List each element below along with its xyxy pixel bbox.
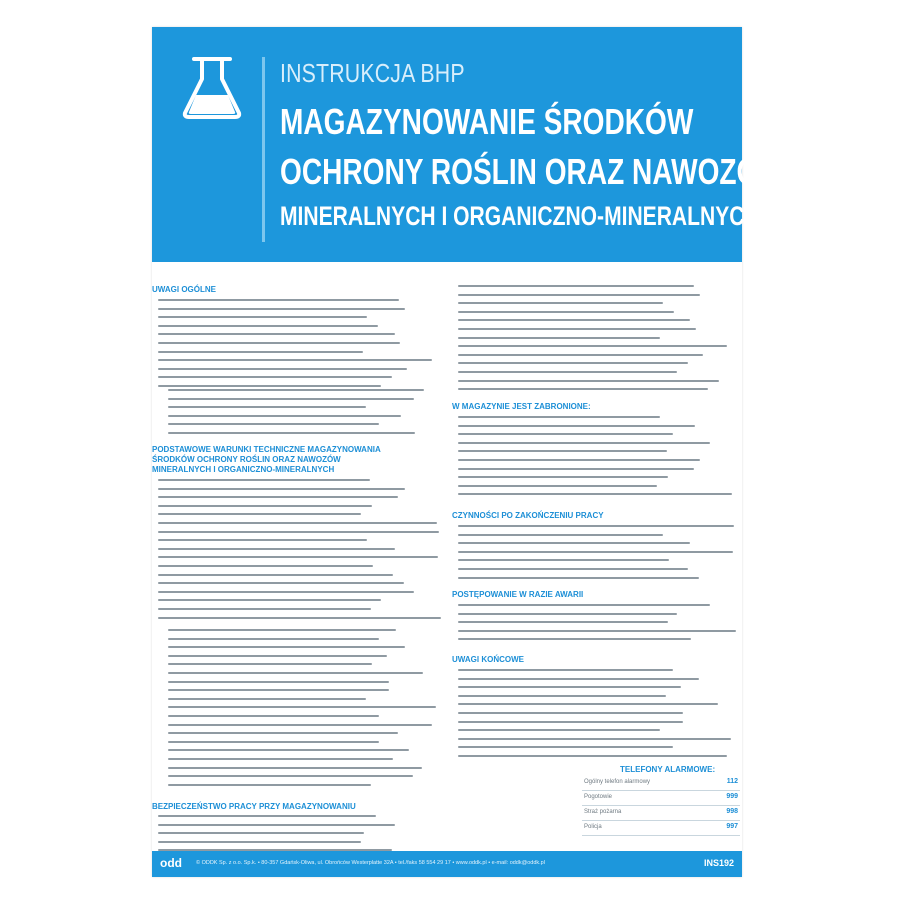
body-text-line [458, 755, 727, 757]
body-text-line [458, 319, 690, 321]
title-line-3: MINERALNYCH I ORGANICZNO-MINERALNYCH [280, 201, 760, 231]
body-text-line [168, 749, 409, 751]
section-general: UWAGI OGÓLNE [152, 285, 216, 294]
body-text-line [458, 669, 673, 671]
phone-name: Pogotowie [584, 794, 613, 800]
body-text-line [458, 294, 700, 296]
body-text-line [458, 302, 663, 304]
body-text-line [158, 841, 361, 843]
body-text-line [158, 513, 361, 515]
phone-number: 999 [726, 793, 738, 800]
body-text-line [458, 525, 734, 527]
body-text-line [168, 432, 415, 434]
body-text-line [158, 582, 404, 584]
header-divider [262, 57, 265, 242]
body-text-line [458, 604, 710, 606]
body-text-line [168, 715, 379, 717]
body-text-line [458, 542, 690, 544]
body-text-line [168, 423, 379, 425]
body-text-line [168, 706, 436, 708]
phone-name: Policja [584, 824, 602, 830]
body-text-line [168, 398, 414, 400]
body-text-line [158, 351, 363, 353]
body-text-line [158, 359, 432, 361]
body-text-line [158, 376, 392, 378]
body-text-line [458, 721, 683, 723]
body-text-line [158, 832, 364, 834]
body-text-line [158, 815, 376, 817]
body-text-line [168, 681, 389, 683]
body-text-line [158, 599, 381, 601]
section-technical-line-1: PODSTAWOWE WARUNKI TECHNICZNE MAGAZYNOWANIA [152, 445, 381, 454]
body-text-line [458, 388, 708, 390]
body-text-line [168, 689, 389, 691]
body-text-line [458, 695, 666, 697]
body-text-line [458, 380, 719, 382]
body-text-line [458, 485, 657, 487]
body-text-line [158, 308, 405, 310]
phone-name: Straż pożarna [584, 809, 622, 815]
body-text-line [458, 630, 736, 632]
body-text-line [458, 738, 731, 740]
body-text-line [458, 442, 710, 444]
title-line-1: MAGAZYNOWANIE ŚRODKÓW [280, 101, 694, 142]
body-text-line [158, 617, 441, 619]
body-text-line [458, 613, 677, 615]
poster-footer [152, 851, 742, 877]
body-text-line [168, 724, 432, 726]
body-text-line [458, 551, 733, 553]
phone-row [582, 792, 740, 806]
body-text-line [168, 758, 393, 760]
body-text-line [158, 556, 438, 558]
body-text-line [458, 703, 718, 705]
safety-instruction-poster [152, 27, 785, 877]
phone-row [582, 807, 740, 821]
phones-title: TELEFONY ALARMOWE: [620, 765, 716, 774]
body-text-line [168, 629, 396, 631]
body-text-line [458, 328, 696, 330]
body-text-line [158, 548, 395, 550]
body-text-line [458, 337, 660, 339]
body-text-line [168, 646, 405, 648]
body-text-line [458, 362, 688, 364]
body-text-line [168, 741, 379, 743]
body-text-line [458, 493, 732, 495]
body-text-line [458, 729, 660, 731]
body-text-line [458, 577, 699, 579]
phone-number: 112 [726, 778, 738, 785]
body-text-line [158, 333, 395, 335]
body-text-line [458, 712, 683, 714]
body-text-line [168, 784, 371, 786]
body-text-line [458, 450, 667, 452]
body-text-line [458, 371, 677, 373]
body-text-line [158, 368, 407, 370]
body-text-line [158, 342, 400, 344]
phone-number: 997 [726, 823, 738, 830]
body-text-line [158, 608, 371, 610]
publisher-contact: © ODDK Sp. z o.o. Sp.k. • 80-357 Gdańsk-Oliwa, ul. Obrońców Westerplatte 32A • tel./faks 58 554 29 17 • www.oddk.pl • e-mail: oddk@oddk.pl [196, 860, 545, 866]
body-text-line [168, 663, 372, 665]
body-text-line [458, 678, 699, 680]
body-text-line [168, 638, 379, 640]
body-text-line [158, 574, 393, 576]
section-final: UWAGI KOŃCOWE [452, 655, 524, 664]
section-emergency: POSTĘPOWANIE W RAZIE AWARII [452, 590, 584, 599]
body-text-line [158, 522, 437, 524]
document-code: INS192 [703, 858, 734, 868]
body-text-line [158, 496, 398, 498]
body-text-line [168, 406, 366, 408]
poster-header [152, 27, 785, 262]
body-text-line [458, 354, 703, 356]
body-text-line [158, 299, 399, 301]
body-text-line [458, 638, 691, 640]
document-type: INSTRUKCJA BHP [280, 58, 465, 88]
publisher-logo: odd [160, 856, 182, 870]
body-text-line [458, 425, 695, 427]
body-text-line [458, 345, 727, 347]
body-text-line [158, 488, 405, 490]
body-text-line [158, 824, 395, 826]
body-text-line [458, 559, 669, 561]
body-text-line [168, 672, 423, 674]
phone-number: 998 [726, 808, 738, 815]
body-text-line [168, 732, 398, 734]
body-text-line [458, 686, 681, 688]
flask-icon [180, 55, 244, 121]
phone-name: Ogólny telefon alarmowy [584, 779, 651, 785]
body-text-line [458, 416, 660, 418]
body-text-line [458, 433, 673, 435]
section-safety: BEZPIECZEŃSTWO PRACY PRZY MAGAZYNOWANIU [152, 802, 356, 811]
section-forbidden: W MAGAZYNIE JEST ZABRONIONE: [452, 402, 591, 411]
body-text-line [158, 539, 367, 541]
body-text-line [458, 476, 668, 478]
body-text-line [158, 565, 373, 567]
body-text-line [458, 468, 694, 470]
body-text-line [168, 775, 413, 777]
body-text-line [158, 479, 370, 481]
body-text-line [158, 385, 381, 387]
body-text-line [458, 285, 694, 287]
body-text-line [168, 415, 401, 417]
phone-row [582, 822, 740, 836]
body-text-line [158, 316, 367, 318]
body-text-line [458, 621, 668, 623]
body-text-line [158, 531, 439, 533]
phone-row [582, 777, 740, 791]
body-text-line [158, 325, 378, 327]
title-line-2: OCHRONY ROŚLIN ORAZ NAWOZÓW [280, 151, 785, 192]
body-text-line [158, 505, 372, 507]
body-text-line [168, 655, 387, 657]
body-text-line [158, 591, 414, 593]
section-technical-line-3: MINERALNYCH I ORGANICZNO-MINERALNYCH [152, 465, 335, 474]
body-text-line [458, 311, 674, 313]
body-text-line [458, 746, 673, 748]
body-text-line [168, 389, 424, 391]
body-text-line [458, 568, 688, 570]
body-text-line [168, 698, 366, 700]
body-text-line [458, 459, 700, 461]
section-technical-line-2: ŚRODKÓW OCHRONY ROŚLIN ORAZ NAWOZÓW [152, 455, 341, 464]
body-text-line [458, 534, 663, 536]
body-text-line [168, 767, 422, 769]
section-after-work: CZYNNOŚCI PO ZAKOŃCZENIU PRACY [452, 511, 604, 520]
